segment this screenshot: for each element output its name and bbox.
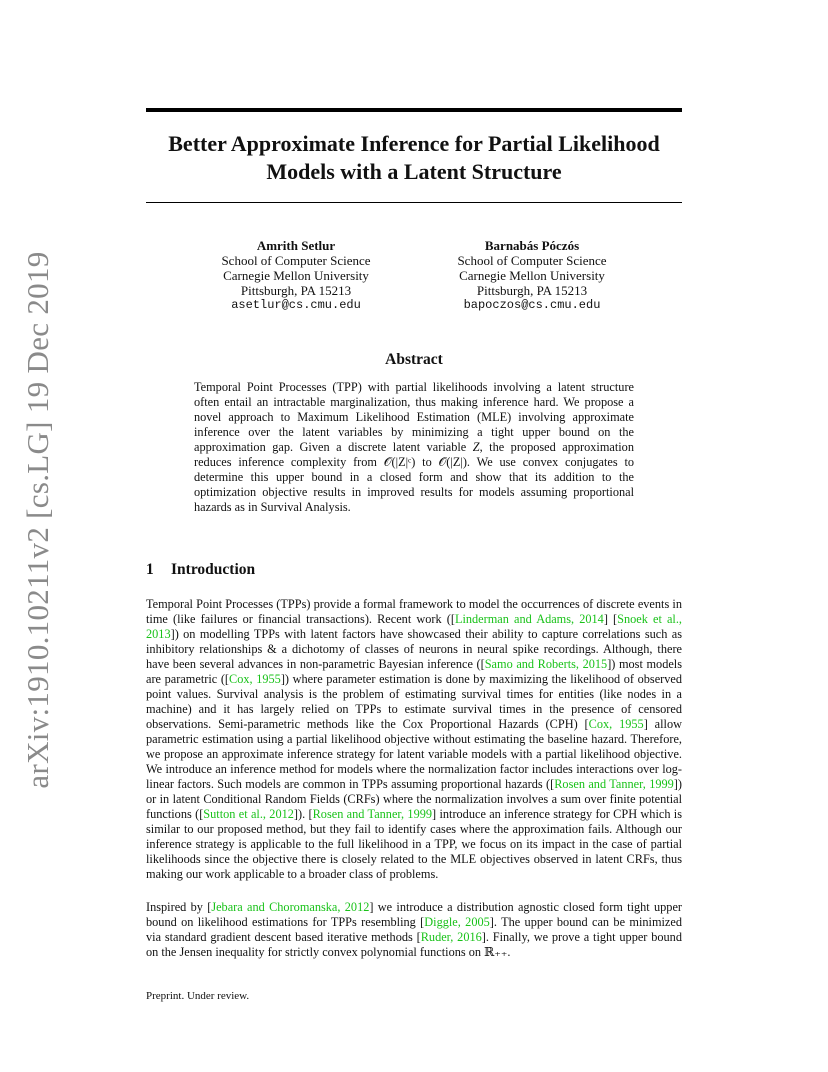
title-line-1: Better Approximate Inference for Partial Likelihood bbox=[168, 131, 660, 156]
intro-paragraph-1 bbox=[146, 597, 682, 882]
paper-title bbox=[146, 130, 682, 186]
author-name: Barnabás Póczós bbox=[484, 238, 580, 253]
citation-link[interactable]: Cox, 1955 bbox=[229, 672, 281, 686]
abstract-text-part: . We use convex conjugates to determine this upper bound in a closed form and show that its addition to the optimization objective results in improved results for models assuming proportional hazards as in Survival Analysis. bbox=[194, 455, 635, 514]
section-title: Introduction bbox=[171, 561, 256, 578]
citation-link[interactable]: Cox, 1955 bbox=[588, 717, 644, 731]
citation-link[interactable]: Rosen and Tanner, 1999 bbox=[554, 777, 674, 791]
intro-text: ]. The upper bound can be minimized via standard gradient descent based iterative methods [ bbox=[146, 915, 682, 944]
title-rule-bottom bbox=[146, 202, 682, 203]
citation-link[interactable]: Snoek et al., 2013 bbox=[146, 612, 682, 641]
intro-text: ]) on modelling TPPs with latent factors have showcased their ability to capture correlations such as inhibitory relationships & a dichotomy of classes of neurons in neural spike recordings. Although, there have been several advances in non-parametric Bayesian inference ([ bbox=[146, 627, 682, 671]
citation-link[interactable]: Diggle, 2005 bbox=[424, 915, 490, 929]
citation-link[interactable]: Jebara and Choromanska, 2012 bbox=[211, 900, 370, 914]
intro-paragraph-2 bbox=[146, 900, 682, 960]
abstract-text-part: Temporal Point Processes (TPP) with partial likelihoods involving a latent structure often entail an intractable marginalization, thus making inference hard. We propose a novel approach to Maximum Likelihood Estimation (MLE) involving approximate inference over the latent variables by minimizing a tight upper bound on the approximation gap. Given a discrete latent variable bbox=[194, 380, 634, 454]
author-email[interactable]: bapoczos@cs.cmu.edu bbox=[463, 298, 601, 312]
citation-link[interactable]: Samo and Roberts, 2015 bbox=[484, 657, 608, 671]
abstract-math-complexity-to: 𝒪(|Z|) bbox=[438, 455, 467, 469]
intro-text: ]). [ bbox=[293, 807, 313, 821]
author-city: Pittsburgh, PA 15213 bbox=[240, 283, 352, 298]
citation-link[interactable]: Rosen and Tanner, 1999 bbox=[312, 807, 433, 821]
author-univ: Carnegie Mellon University bbox=[459, 268, 605, 283]
citation-link[interactable]: Linderman and Adams, 2014 bbox=[454, 612, 604, 626]
abstract-math-complexity-from: 𝒪(|Z|ᶜ) bbox=[383, 455, 416, 469]
intro-text: ] [ bbox=[603, 612, 618, 626]
section-number: 1 bbox=[146, 561, 154, 578]
abstract-math-var: Z bbox=[472, 440, 480, 454]
author-univ: Carnegie Mellon University bbox=[223, 268, 369, 283]
footer-note: Preprint. Under review. bbox=[146, 990, 250, 1002]
author-dept: School of Computer Science bbox=[221, 253, 371, 268]
author-name: Amrith Setlur bbox=[256, 238, 336, 253]
citation-link[interactable]: Sutton et al., 2012 bbox=[203, 807, 294, 821]
abstract-heading: Abstract bbox=[385, 351, 443, 368]
intro-text: ] introduce an inference strategy for CPH which is similar to our proposed method, but they fail to identify cases where the approximation fails. Although our inference strategy is applicable to the full likelihood in a TPP, we focus on its impact in the case of partial likelihoods since the objective there is closely related to the MLE objectives observed in latent CRFs, thus making our work applicable to a broader class of problems. bbox=[146, 807, 683, 881]
abstract-text-part: to bbox=[415, 455, 439, 469]
author-dept: School of Computer Science bbox=[457, 253, 607, 268]
citation-link[interactable]: Ruder, 2016 bbox=[420, 930, 482, 944]
arxiv-stamp: arXiv:1910.10211v2 [cs.LG] 19 Dec 2019 bbox=[20, 251, 55, 789]
intro-math: ℝ₊₊ bbox=[484, 945, 508, 959]
title-rule-top bbox=[146, 108, 682, 112]
title-line-2: Models with a Latent Structure bbox=[266, 159, 562, 184]
author-block-2 bbox=[417, 238, 647, 313]
intro-text: Inspired by [ bbox=[146, 900, 212, 914]
author-city: Pittsburgh, PA 15213 bbox=[476, 283, 588, 298]
author-block-1 bbox=[181, 238, 411, 313]
intro-text: ]) or in latent Conditional Random Fields (CRFs) where the normalization involves a sum over finite potential functions ([ bbox=[146, 777, 682, 821]
intro-text: Temporal Point Processes (TPPs) provide a formal framework to model the occurrences of discrete events in time (like failures or financial transactions). Recent work ([ bbox=[146, 597, 682, 626]
abstract-text-part: , the proposed approximation reduces inference complexity from bbox=[194, 440, 634, 469]
intro-text: ]. Finally, we prove a tight upper bound on the Jensen inequality for strictly convex polynomial functions on bbox=[146, 930, 682, 959]
abstract-text bbox=[194, 380, 634, 515]
intro-text: . bbox=[507, 945, 511, 959]
author-email[interactable]: asetlur@cs.cmu.edu bbox=[231, 298, 361, 312]
intro-text: ]) most models are parametric ([ bbox=[146, 657, 682, 686]
section-heading-introduction bbox=[146, 561, 255, 579]
intro-text: ] allow parametric estimation using a partial likelihood objective without estimating the baseline hazard. Therefore, we propose an approximate inference strategy for latent variable models with a partial likelihood objective. We introduce an inference method for models where the normalization factor includes interactions over log-linear factors. Such models are common in TPPs assuming proportional hazards ([ bbox=[146, 717, 682, 791]
intro-text: ] we introduce a distribution agnostic closed form tight upper bound on likelihood estimations for TPPs resembling [ bbox=[146, 900, 683, 929]
intro-text: ]) where parameter estimation is done by maximizing the likelihood of observed point values. Survival analysis is the problem of estimating survival times for entities (like nodes in a machine) and it has largely relied on TPPs to estimate survival times in the presence of censored observations. Semi-parametric methods like the Cox Proportional Hazards (CPH) [ bbox=[146, 672, 682, 731]
